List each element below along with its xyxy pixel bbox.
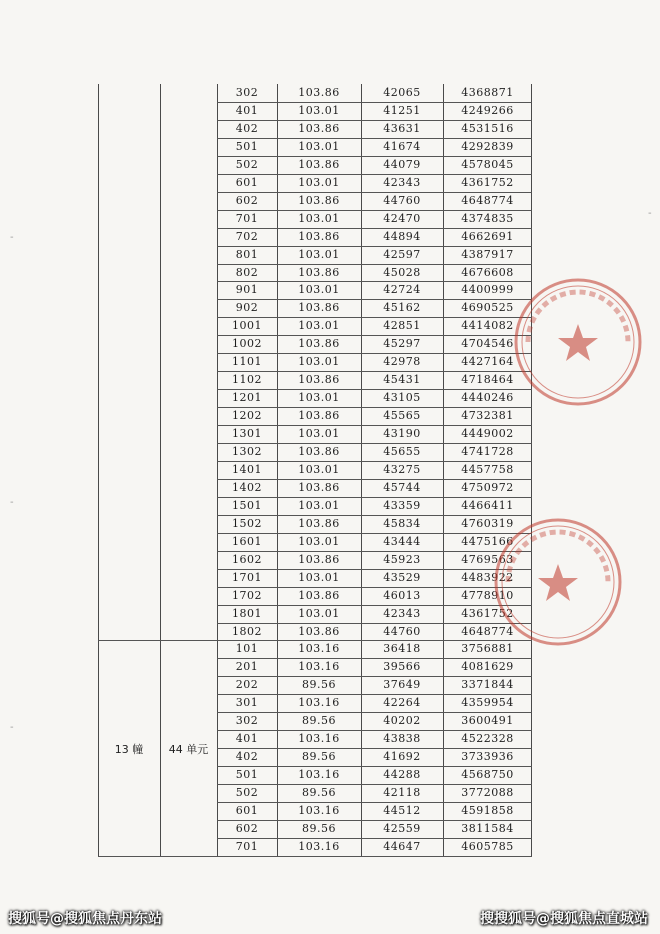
unit-price-cell: 45655 [383, 445, 421, 458]
room-number-cell: 1701 [232, 570, 262, 584]
area-cell: 103.01 [298, 462, 340, 476]
table-row [217, 587, 532, 605]
area-cell: 103.01 [298, 534, 340, 548]
unit-price-cell: 44760 [383, 624, 421, 638]
total-price-cell: 4741728 [461, 445, 514, 458]
room-number-cell: 1802 [232, 624, 262, 638]
area-cell: 89.56 [302, 678, 336, 692]
unit-price-cell: 42118 [383, 786, 421, 800]
area-cell: 103.16 [298, 642, 340, 656]
total-price-cell: 4081629 [461, 660, 514, 674]
room-number-cell: 401 [235, 732, 259, 746]
room-number-cell: 1101 [232, 355, 262, 369]
table-row [217, 425, 532, 443]
unit-price-cell: 43529 [383, 570, 421, 584]
unit-price-cell: 45431 [383, 373, 421, 387]
room-number-cell: 1502 [232, 516, 262, 530]
table-row [217, 371, 532, 389]
area-cell: 103.01 [298, 570, 340, 584]
area-cell: 103.16 [298, 660, 340, 674]
total-price-cell: 4400999 [461, 283, 514, 297]
unit-price-cell: 44894 [383, 229, 421, 243]
table-row [217, 174, 532, 192]
area-cell: 103.86 [298, 86, 340, 99]
area-cell: 103.86 [298, 552, 340, 566]
table-row [217, 479, 532, 497]
total-price-cell: 4750972 [461, 480, 514, 494]
table-row [217, 317, 532, 335]
table-row [217, 461, 532, 479]
unit-price-cell: 45565 [383, 409, 421, 423]
total-price-cell: 4769563 [461, 552, 514, 566]
table-row [217, 389, 532, 407]
area-cell: 89.56 [302, 714, 336, 728]
unit-price-cell: 42343 [383, 606, 421, 620]
room-number-cell: 502 [235, 157, 259, 171]
table-row [217, 443, 532, 461]
room-number-cell: 1702 [232, 588, 262, 602]
room-number-cell: 201 [235, 660, 259, 674]
total-price-cell: 3772088 [461, 786, 514, 800]
room-number-cell: 302 [235, 714, 259, 728]
unit-price-cell: 43838 [383, 732, 421, 746]
total-price-cell: 3371844 [461, 678, 514, 692]
total-price-cell: 3811584 [461, 821, 514, 835]
area-cell: 103.86 [298, 373, 340, 387]
unit-price-cell: 44079 [383, 157, 421, 171]
area-cell: 103.01 [298, 139, 340, 153]
total-price-cell: 4718464 [461, 373, 514, 387]
area-cell: 103.01 [298, 175, 340, 189]
room-number-cell: 902 [235, 301, 259, 315]
unit-price-cell: 42470 [383, 211, 421, 225]
official-seal-lower [488, 512, 628, 652]
room-number-cell: 402 [235, 121, 259, 135]
room-number-cell: 1402 [232, 480, 262, 494]
total-price-cell: 4662691 [461, 229, 514, 243]
room-number-cell: 702 [235, 229, 259, 243]
total-price-cell: 3600491 [461, 714, 514, 728]
total-price-cell: 4760319 [461, 516, 514, 530]
table-row [217, 838, 532, 856]
room-number-cell: 1601 [232, 534, 262, 548]
area-cell: 103.86 [298, 337, 340, 351]
area-cell: 103.86 [298, 265, 340, 279]
scan-margin-mark: - [10, 497, 14, 508]
area-cell: 103.86 [298, 121, 340, 135]
room-number-cell: 1201 [232, 391, 262, 405]
room-number-cell: 1202 [232, 409, 262, 423]
unit-price-cell: 37649 [383, 678, 421, 692]
scan-margin-mark: - [648, 208, 652, 219]
scan-margin-mark: - [10, 722, 14, 733]
room-number-cell: 101 [235, 642, 259, 656]
total-price-cell: 4414082 [461, 319, 514, 333]
table-row [217, 335, 532, 353]
area-cell: 103.01 [298, 283, 340, 297]
table-row [217, 353, 532, 371]
unit-label: 44 单元 [168, 743, 209, 757]
table-row [217, 246, 532, 264]
room-number-cell: 502 [235, 786, 259, 800]
total-price-cell: 4368871 [461, 86, 514, 99]
total-price-cell: 4387917 [461, 247, 514, 261]
area-cell: 103.86 [298, 301, 340, 315]
table-row [217, 515, 532, 533]
unit-price-cell: 42724 [383, 283, 421, 297]
table-row [217, 784, 532, 802]
unit-price-cell: 39566 [383, 660, 421, 674]
area-cell: 103.16 [298, 696, 340, 710]
table-row [217, 802, 532, 820]
room-number-cell: 901 [235, 283, 259, 297]
total-price-cell: 4522328 [461, 732, 514, 746]
room-number-cell: 602 [235, 821, 259, 835]
unit-price-cell: 45162 [383, 301, 421, 315]
room-number-cell: 701 [235, 211, 259, 225]
area-cell: 103.01 [298, 355, 340, 369]
room-number-cell: 602 [235, 193, 259, 207]
area-cell: 103.01 [298, 247, 340, 261]
unit-price-cell: 45297 [383, 337, 421, 351]
total-price-cell: 3756881 [461, 642, 514, 656]
room-number-cell: 1001 [232, 319, 262, 333]
total-price-cell: 3733936 [461, 750, 514, 764]
unit-price-cell: 42343 [383, 175, 421, 189]
total-price-cell: 4374835 [461, 211, 514, 225]
room-number-cell: 302 [235, 86, 259, 99]
area-cell: 103.86 [298, 516, 340, 530]
total-price-cell: 4292839 [461, 139, 514, 153]
area-cell: 103.16 [298, 804, 340, 817]
total-price-cell: 4778910 [461, 588, 514, 602]
table-row [217, 551, 532, 569]
area-cell: 103.01 [298, 211, 340, 225]
table-row [217, 210, 532, 228]
table-row [217, 299, 532, 317]
unit-price-cell: 46013 [383, 588, 421, 602]
total-price-cell: 4704546 [461, 337, 514, 351]
unit-price-cell: 42851 [383, 319, 421, 333]
unit-price-cell: 42597 [383, 247, 421, 261]
table-row [217, 748, 532, 766]
room-number-cell: 601 [235, 175, 259, 189]
table-row [217, 407, 532, 425]
unit-price-cell: 45028 [383, 265, 421, 279]
total-price-cell: 4449002 [461, 427, 514, 441]
room-number-cell: 1501 [232, 498, 262, 512]
total-price-cell: 4648774 [461, 193, 514, 207]
total-price-cell: 4531516 [461, 121, 514, 135]
unit-price-cell: 45923 [383, 552, 421, 566]
unit-price-cell: 43190 [383, 427, 421, 441]
area-cell: 89.56 [302, 821, 336, 835]
room-number-cell: 801 [235, 247, 259, 261]
room-number-cell: 1301 [232, 427, 262, 441]
total-price-cell: 4648774 [461, 624, 514, 638]
price-table [98, 84, 532, 856]
table-row [217, 712, 532, 730]
unit-price-cell: 43631 [383, 121, 421, 135]
room-number-cell: 1302 [232, 445, 262, 458]
scan-margin-mark: - [10, 232, 14, 243]
room-number-cell: 1801 [232, 606, 262, 620]
official-seal-upper [508, 272, 648, 412]
table-row [217, 228, 532, 246]
total-price-cell: 4732381 [461, 409, 514, 423]
table-row [217, 766, 532, 784]
total-price-cell: 4427164 [461, 355, 514, 369]
table-row [217, 730, 532, 748]
unit-price-cell: 45744 [383, 480, 421, 494]
room-number-cell: 802 [235, 265, 259, 279]
area-cell: 89.56 [302, 786, 336, 800]
area-cell: 103.86 [298, 193, 340, 207]
area-cell: 103.86 [298, 229, 340, 243]
area-cell: 103.16 [298, 732, 340, 746]
area-cell: 103.86 [298, 624, 340, 638]
area-cell: 103.01 [298, 498, 340, 512]
table-row [217, 102, 532, 120]
unit-price-cell: 42065 [383, 86, 421, 99]
table-row [217, 120, 532, 138]
area-cell: 89.56 [302, 750, 336, 764]
unit-price-cell: 44288 [383, 768, 421, 782]
table-row [217, 533, 532, 551]
total-price-cell: 4359954 [461, 696, 514, 710]
area-cell: 103.86 [298, 157, 340, 171]
table-row [217, 623, 532, 641]
total-price-cell: 4249266 [461, 103, 514, 117]
room-number-cell: 1401 [232, 462, 262, 476]
total-price-cell: 4568750 [461, 768, 514, 782]
unit-price-cell: 44760 [383, 193, 421, 207]
watermark-left: 搜狐号@搜狐焦点丹东站 [8, 911, 162, 927]
area-cell: 103.16 [298, 768, 340, 782]
area-cell: 103.01 [298, 427, 340, 441]
unit-price-cell: 44512 [383, 804, 421, 817]
room-number-cell: 601 [235, 804, 259, 817]
room-number-cell: 501 [235, 139, 259, 153]
area-cell: 103.01 [298, 391, 340, 405]
total-price-cell: 4475166 [461, 534, 514, 548]
area-cell: 103.86 [298, 480, 340, 494]
unit-price-cell: 43359 [383, 498, 421, 512]
unit-price-cell: 43444 [383, 534, 421, 548]
room-number-cell: 1102 [232, 373, 262, 387]
room-number-cell: 301 [235, 696, 259, 710]
table-row [217, 640, 532, 658]
room-number-cell: 202 [235, 678, 259, 692]
unit-price-cell: 41251 [383, 103, 421, 117]
total-price-cell: 4605785 [461, 839, 514, 853]
area-cell: 103.01 [298, 319, 340, 333]
total-price-cell: 4690525 [461, 301, 514, 315]
room-number-cell: 401 [235, 103, 259, 117]
total-price-cell: 4361752 [461, 175, 514, 189]
table-row [217, 192, 532, 210]
unit-price-cell: 41692 [383, 750, 421, 764]
unit-price-cell: 42978 [383, 355, 421, 369]
table-row [217, 605, 532, 623]
table-row [217, 84, 532, 102]
unit-price-cell: 43105 [383, 391, 421, 405]
table-row [217, 497, 532, 515]
total-price-cell: 4440246 [461, 391, 514, 405]
unit-price-cell: 42264 [383, 696, 421, 710]
unit-price-cell: 40202 [383, 714, 421, 728]
table-row [217, 658, 532, 676]
room-number-cell: 501 [235, 768, 259, 782]
building-label: 13 幢 [114, 743, 144, 757]
table-row [217, 569, 532, 587]
unit-price-cell: 36418 [383, 642, 421, 656]
area-cell: 103.86 [298, 445, 340, 458]
room-number-cell: 402 [235, 750, 259, 764]
area-cell: 103.86 [298, 409, 340, 423]
total-price-cell: 4578045 [461, 157, 514, 171]
watermark-right: 搜搜狐号@搜狐焦点直城站 [480, 911, 648, 927]
table-row [217, 676, 532, 694]
total-price-cell: 4361752 [461, 606, 514, 620]
room-number-cell: 701 [235, 839, 259, 853]
table-row [217, 281, 532, 299]
unit-price-cell: 44647 [383, 839, 421, 853]
unit-price-cell: 45834 [383, 516, 421, 530]
total-price-cell: 4676608 [461, 265, 514, 279]
table-row [217, 156, 532, 174]
unit-price-cell: 42559 [383, 821, 421, 835]
table-row [217, 694, 532, 712]
area-cell: 103.86 [298, 588, 340, 602]
total-price-cell: 4457758 [461, 462, 514, 476]
unit-price-cell: 41674 [383, 139, 421, 153]
room-number-cell: 1602 [232, 552, 262, 566]
area-cell: 103.01 [298, 103, 340, 117]
total-price-cell: 4483922 [461, 570, 514, 584]
room-number-cell: 1002 [232, 337, 262, 351]
area-cell: 103.01 [298, 606, 340, 620]
total-price-cell: 4591858 [461, 804, 514, 817]
table-row [217, 820, 532, 838]
area-cell: 103.16 [298, 839, 340, 853]
table-row [217, 138, 532, 156]
total-price-cell: 4466411 [461, 498, 514, 512]
table-row [217, 264, 532, 282]
unit-price-cell: 43275 [383, 462, 421, 476]
